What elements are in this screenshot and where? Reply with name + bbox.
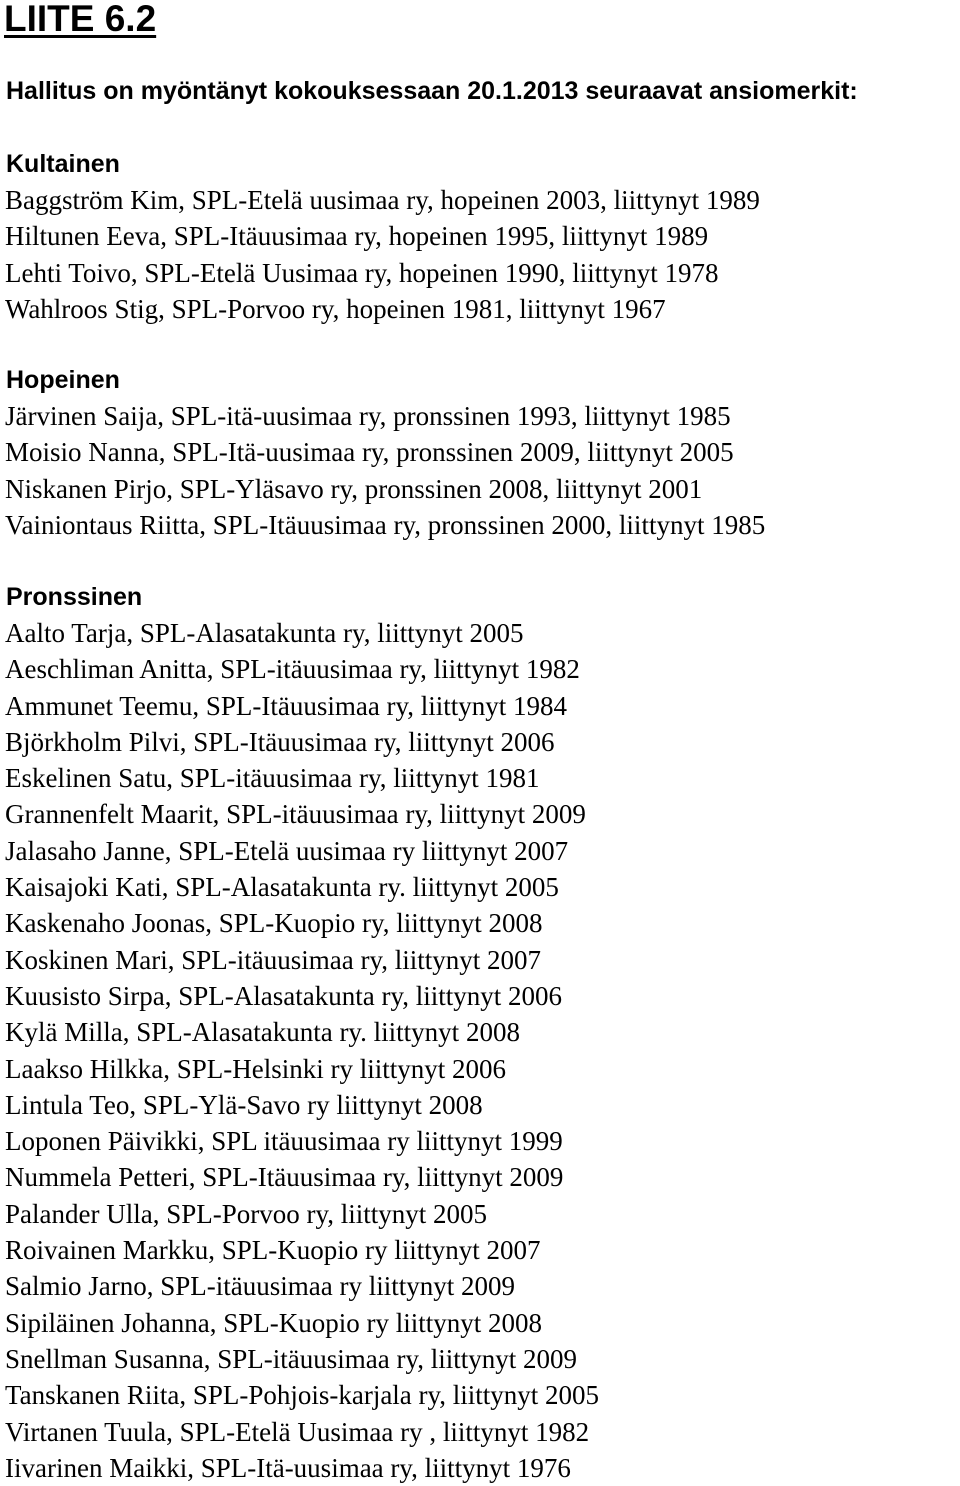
- list-item: Wahlroos Stig, SPL-Porvoo ry, hopeinen 1981, liittynyt 1967: [5, 293, 666, 324]
- list-item: Laakso Hilkka, SPL-Helsinki ry liittynyt 2006: [5, 1053, 506, 1084]
- list-item: Niskanen Pirjo, SPL-Yläsavo ry, pronssinen 2008, liittynyt 2001: [5, 473, 703, 504]
- list-item: Hiltunen Eeva, SPL-Itäuusimaa ry, hopeinen 1995, liittynyt 1989: [5, 221, 709, 252]
- list-item: Ammunet Teemu, SPL-Itäuusimaa ry, liittynyt 1984: [5, 690, 568, 721]
- list-item: Lintula Teo, SPL-Ylä-Savo ry liittynyt 2008: [5, 1089, 483, 1120]
- document-title: LIITE 6.2: [4, 0, 157, 39]
- list-item: Koskinen Mari, SPL-itäuusimaa ry, liittynyt 2007: [5, 944, 541, 975]
- list-item: Loponen Päivikki, SPL itäuusimaa ry liittynyt 1999: [5, 1126, 563, 1157]
- list-item: Moisio Nanna, SPL-Itä-uusimaa ry, pronssinen 2009, liittynyt 2005: [5, 437, 734, 468]
- list-item: Salmio Jarno, SPL-itäuusimaa ry liittynyt 2009: [5, 1271, 515, 1302]
- section-heading-hopeinen: Hopeinen: [6, 366, 120, 394]
- list-item: Palander Ulla, SPL-Porvoo ry, liittynyt 2005: [5, 1198, 487, 1229]
- list-item: Eskelinen Satu, SPL-itäuusimaa ry, liittynyt 1981: [5, 763, 540, 794]
- list-item: Aalto Tarja, SPL-Alasatakunta ry, liittynyt 2005: [5, 618, 524, 648]
- intro-text: Hallitus on myöntänyt kokouksessaan 20.1.2013 seuraavat ansiomerkit:: [6, 77, 858, 105]
- list-item: Iivarinen Maikki, SPL-Itä-uusimaa ry, liittynyt 1976: [5, 1452, 571, 1483]
- entry-list-pronssinen: [5, 615, 599, 1486]
- list-item: Kaisajoki Kati, SPL-Alasatakunta ry. liittynyt 2005: [5, 872, 559, 903]
- list-item: Baggström Kim, SPL-Etelä uusimaa ry, hopeinen 2003, liittynyt 1989: [5, 185, 760, 215]
- entry-list-kultainen: [5, 182, 760, 327]
- list-item: Snellman Susanna, SPL-itäuusimaa ry, liittynyt 2009: [5, 1343, 577, 1374]
- list-item: Vainiontaus Riitta, SPL-Itäuusimaa ry, pronssinen 2000, liittynyt 1985: [5, 509, 766, 540]
- list-item: Grannenfelt Maarit, SPL-itäuusimaa ry, liittynyt 2009: [5, 799, 586, 830]
- list-item: Virtanen Tuula, SPL-Etelä Uusimaa ry , liittynyt 1982: [5, 1416, 590, 1447]
- section-heading-pronssinen: Pronssinen: [6, 583, 143, 611]
- list-item: Kaskenaho Joonas, SPL-Kuopio ry, liittynyt 2008: [5, 908, 543, 939]
- list-item: Sipiläinen Johanna, SPL-Kuopio ry liittynyt 2008: [5, 1307, 542, 1338]
- list-item: Järvinen Saija, SPL-itä-uusimaa ry, pronssinen 1993, liittynyt 1985: [5, 401, 731, 431]
- list-item: Björkholm Pilvi, SPL-Itäuusimaa ry, liittynyt 2006: [5, 726, 555, 757]
- list-item: Kuusisto Sirpa, SPL-Alasatakunta ry, liittynyt 2006: [5, 980, 562, 1011]
- list-item: Kylä Milla, SPL-Alasatakunta ry. liittynyt 2008: [5, 1017, 520, 1048]
- entry-list-hopeinen: [5, 398, 765, 543]
- list-item: Tanskanen Riita, SPL-Pohjois-karjala ry, liittynyt 2005: [5, 1380, 600, 1411]
- list-item: Lehti Toivo, SPL-Etelä Uusimaa ry, hopeinen 1990, liittynyt 1978: [5, 257, 719, 288]
- section-heading-kultainen: Kultainen: [6, 150, 120, 178]
- list-item: Aeschliman Anitta, SPL-itäuusimaa ry, liittynyt 1982: [5, 654, 580, 685]
- list-item: Jalasaho Janne, SPL-Etelä uusimaa ry liittynyt 2007: [5, 835, 569, 866]
- list-item: Roivainen Markku, SPL-Kuopio ry liittynyt 2007: [5, 1235, 541, 1266]
- list-item: Nummela Petteri, SPL-Itäuusimaa ry, liittynyt 2009: [5, 1162, 564, 1193]
